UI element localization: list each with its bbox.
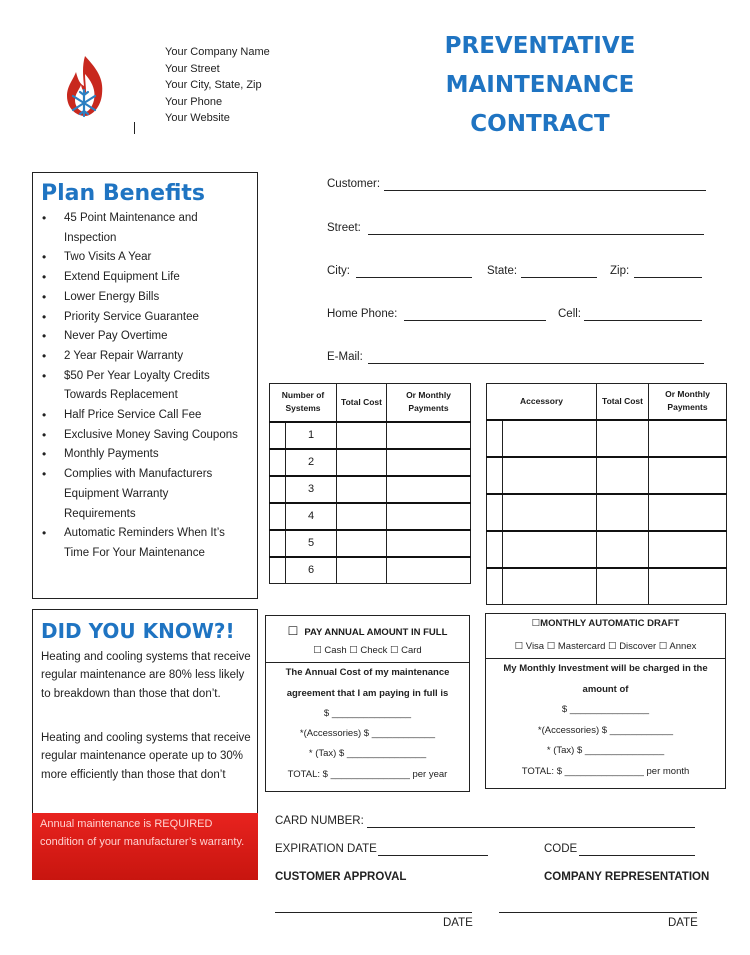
- benefit-text: • 45 Point Maintenance and: [64, 212, 198, 224]
- benefit-text: Inspection: [64, 231, 117, 244]
- systems-monthly-cell[interactable]: [387, 449, 471, 476]
- card-number-label: CARD NUMBER:: [275, 815, 364, 827]
- benefit-item: [33, 426, 257, 446]
- accessory-row-marker: [487, 420, 503, 457]
- accessory-row: [487, 531, 727, 568]
- monthly-payment-box: [485, 613, 726, 789]
- systems-number: 2: [286, 449, 337, 476]
- annual-accessories[interactable]: *(Accessories) $ ____________: [299, 728, 436, 739]
- systems-row: [270, 449, 471, 476]
- annual-title: PAY ANNUAL AMOUNT IN FULL: [304, 627, 448, 638]
- accessory-monthly-cell[interactable]: [649, 420, 727, 457]
- code-label: CODE: [544, 843, 578, 855]
- monthly-amount[interactable]: $ _______________: [561, 704, 650, 715]
- company-street: Your Street: [165, 62, 220, 75]
- systems-row-marker: [270, 557, 286, 584]
- did-you-know-heading: DID YOU KNOW?!: [41, 619, 235, 643]
- state-field[interactable]: [521, 277, 597, 278]
- company-representation-label: COMPANY REPRESENTATION: [544, 871, 710, 883]
- annual-payment-box: [265, 615, 470, 792]
- benefit-text: Towards Replacement: [64, 389, 178, 402]
- systems-number: 6: [286, 557, 337, 584]
- benefit-text: • Extend Equipment Life: [64, 271, 180, 284]
- benefit-text: • Priority Service Guarantee: [64, 310, 199, 323]
- text-cursor: [134, 122, 135, 134]
- benefit-text: • Monthly Payments: [64, 448, 159, 461]
- benefit-text: • Lower Energy Bills: [64, 290, 160, 303]
- benefit-item: [33, 308, 257, 328]
- systems-row-marker: [270, 449, 286, 476]
- monthly-payment-methods[interactable]: ☐ Visa ☐ Mastercard ☐ Discover ☐ Annex: [514, 641, 697, 652]
- systems-row: [270, 557, 471, 584]
- city-label: City:: [327, 265, 350, 277]
- accessory-total-cost-cell[interactable]: [597, 568, 649, 605]
- accessory-monthly-cell[interactable]: [649, 457, 727, 494]
- systems-number: 1: [286, 422, 337, 449]
- email-label: E-Mail:: [327, 351, 363, 363]
- systems-total-cost-cell[interactable]: [337, 503, 387, 530]
- home-phone-field[interactable]: [404, 320, 546, 321]
- annual-payment-methods[interactable]: ☐ Cash ☐ Check ☐ Card: [313, 645, 422, 656]
- accessory-name-cell[interactable]: [503, 457, 597, 494]
- zip-label: Zip:: [610, 265, 630, 277]
- customer-field[interactable]: [384, 190, 706, 191]
- accessory-header-monthly: Or Monthly Payments: [649, 384, 727, 420]
- benefit-text: • $50 Per Year Loyalty Credits: [64, 369, 210, 382]
- street-field[interactable]: [368, 234, 704, 235]
- accessory-name-cell[interactable]: [503, 531, 597, 568]
- benefit-item: [33, 327, 257, 347]
- systems-monthly-cell[interactable]: [387, 503, 471, 530]
- annual-description-1: The Annual Cost of my maintenance: [285, 667, 450, 678]
- accessory-total-cost-cell[interactable]: [597, 494, 649, 531]
- accessory-row: [487, 568, 727, 605]
- benefit-text: • Complies with Manufacturers: [64, 468, 213, 481]
- accessory-table: [486, 383, 727, 605]
- annual-total[interactable]: TOTAL: $ _______________ per year: [287, 769, 448, 780]
- customer-date-label: DATE: [443, 917, 473, 929]
- systems-header-number: Number of Systems: [270, 384, 337, 422]
- benefit-text: Time For Your Maintenance: [64, 546, 205, 559]
- accessory-total-cost-cell[interactable]: [597, 420, 649, 457]
- company-phone: Your Phone: [165, 95, 223, 108]
- systems-number: 4: [286, 503, 337, 530]
- benefit-text: Equipment Warranty: [64, 487, 169, 500]
- email-field[interactable]: [368, 363, 704, 364]
- benefit-item: [33, 524, 257, 563]
- accessory-total-cost-cell[interactable]: [597, 457, 649, 494]
- company-logo: [58, 52, 112, 124]
- benefit-item: [33, 445, 257, 465]
- systems-monthly-cell[interactable]: [387, 476, 471, 503]
- systems-monthly-cell[interactable]: [387, 530, 471, 557]
- plan-benefits-list: [33, 209, 257, 564]
- systems-monthly-cell[interactable]: [387, 422, 471, 449]
- company-city-state-zip: Your City, State, Zip: [165, 79, 262, 92]
- accessory-row-marker: [487, 531, 503, 568]
- accessory-row: [487, 420, 727, 457]
- expiration-date-label: EXPIRATION DATE: [275, 843, 377, 855]
- annual-amount[interactable]: $ _______________: [323, 708, 412, 719]
- title-line-3: CONTRACT: [470, 111, 610, 137]
- accessory-monthly-cell[interactable]: [649, 531, 727, 568]
- expiration-date-field[interactable]: [378, 855, 488, 856]
- monthly-total[interactable]: TOTAL: $ _______________ per month: [521, 766, 690, 777]
- card-number-field[interactable]: [367, 827, 695, 828]
- accessory-monthly-cell[interactable]: [649, 494, 727, 531]
- systems-number: 3: [286, 476, 337, 503]
- warranty-warning: Annual maintenance is REQUIRED condition of your manufacturer’s warranty.: [32, 813, 258, 880]
- cell-label: Cell:: [558, 308, 582, 320]
- systems-total-cost-cell[interactable]: [337, 557, 387, 584]
- benefit-item: [33, 347, 257, 367]
- title-line-1: PREVENTATIVE: [444, 33, 636, 59]
- accessory-header-total: Total Cost: [597, 384, 649, 420]
- company-date-label: DATE: [668, 917, 698, 929]
- systems-row: [270, 530, 471, 557]
- benefit-item: [33, 367, 257, 406]
- state-label: State:: [487, 265, 518, 277]
- customer-signature-line[interactable]: [275, 912, 472, 913]
- systems-header-monthly: Or Monthly Payments: [387, 384, 471, 422]
- accessory-name-cell[interactable]: [503, 494, 597, 531]
- annual-tax[interactable]: * (Tax) $ _______________: [308, 748, 427, 759]
- annual-checkbox[interactable]: ☐: [287, 624, 299, 638]
- cell-field[interactable]: [584, 320, 702, 321]
- monthly-description-2: amount of: [582, 684, 629, 695]
- benefit-text: • Never Pay Overtime: [64, 330, 168, 343]
- systems-row-marker: [270, 422, 286, 449]
- company-website: Your Website: [165, 112, 230, 125]
- accessory-total-cost-cell[interactable]: [597, 531, 649, 568]
- benefit-text: • 2 Year Repair Warranty: [64, 349, 184, 362]
- accessory-name-cell[interactable]: [503, 568, 597, 605]
- benefit-text: • Automatic Reminders When It’s: [64, 527, 225, 540]
- benefit-item: [33, 406, 257, 426]
- systems-monthly-cell[interactable]: [387, 557, 471, 584]
- customer-approval-label: CUSTOMER APPROVAL: [275, 871, 407, 883]
- plan-benefits-box: [32, 172, 258, 599]
- benefit-text: • Two Visits A Year: [64, 251, 152, 264]
- systems-table: [269, 383, 471, 584]
- title-line-2: MAINTENANCE: [445, 72, 635, 98]
- benefit-item: [33, 465, 257, 524]
- accessory-row-marker: [487, 568, 503, 605]
- accessory-row-marker: [487, 494, 503, 531]
- accessory-row-marker: [487, 457, 503, 494]
- systems-row-marker: [270, 530, 286, 557]
- benefit-text: • Exclusive Money Saving Coupons: [64, 428, 238, 441]
- systems-row-marker: [270, 476, 286, 503]
- accessory-row: [487, 457, 727, 494]
- systems-total-cost-cell[interactable]: [337, 530, 387, 557]
- code-field[interactable]: [579, 855, 695, 856]
- accessory-monthly-cell[interactable]: [649, 568, 727, 605]
- accessory-name-cell[interactable]: [503, 420, 597, 457]
- benefit-item: [33, 288, 257, 308]
- accessory-header-name: Accessory: [487, 384, 597, 420]
- company-info: [165, 44, 270, 127]
- monthly-tax[interactable]: * (Tax) $ _______________: [546, 745, 665, 756]
- systems-row: [270, 503, 471, 530]
- accessory-row: [487, 494, 727, 531]
- did-you-know-paragraph-1: Heating and cooling systems that receive regular maintenance are 80% less likely to breakdown than those that don’t.: [41, 651, 251, 700]
- systems-row: [270, 476, 471, 503]
- systems-number: 5: [286, 530, 337, 557]
- monthly-accessories[interactable]: *(Accessories) $ ____________: [537, 725, 674, 736]
- plan-benefits-heading: Plan Benefits: [41, 181, 206, 206]
- systems-total-cost-cell[interactable]: [337, 422, 387, 449]
- home-phone-label: Home Phone:: [327, 308, 398, 320]
- flame-snowflake-icon: [58, 52, 112, 124]
- city-field[interactable]: [356, 277, 472, 278]
- company-signature-line[interactable]: [499, 912, 697, 913]
- systems-row-marker: [270, 503, 286, 530]
- did-you-know-paragraph-2: Heating and cooling systems that receive regular maintenance operate up to 30% more efficiently than those that don’t: [41, 732, 251, 781]
- benefit-text: Requirements: [64, 507, 136, 520]
- company-name: Your Company Name: [165, 46, 270, 58]
- benefit-item: [33, 248, 257, 268]
- zip-field[interactable]: [634, 277, 702, 278]
- page-title: [420, 27, 660, 144]
- systems-total-cost-cell[interactable]: [337, 449, 387, 476]
- customer-label: Customer:: [327, 178, 381, 190]
- systems-row: [270, 422, 471, 449]
- benefit-text: • Half Price Service Call Fee: [64, 409, 202, 422]
- monthly-title[interactable]: ☐MONTHLY AUTOMATIC DRAFT: [531, 618, 680, 629]
- systems-header-total: Total Cost: [337, 384, 387, 422]
- benefit-item: [33, 268, 257, 288]
- benefit-item: [33, 209, 257, 248]
- street-label: Street:: [327, 222, 361, 234]
- annual-description-2: agreement that I am paying in full is: [286, 688, 449, 699]
- systems-total-cost-cell[interactable]: [337, 476, 387, 503]
- monthly-description-1: My Monthly Investment will be charged in the: [503, 663, 708, 674]
